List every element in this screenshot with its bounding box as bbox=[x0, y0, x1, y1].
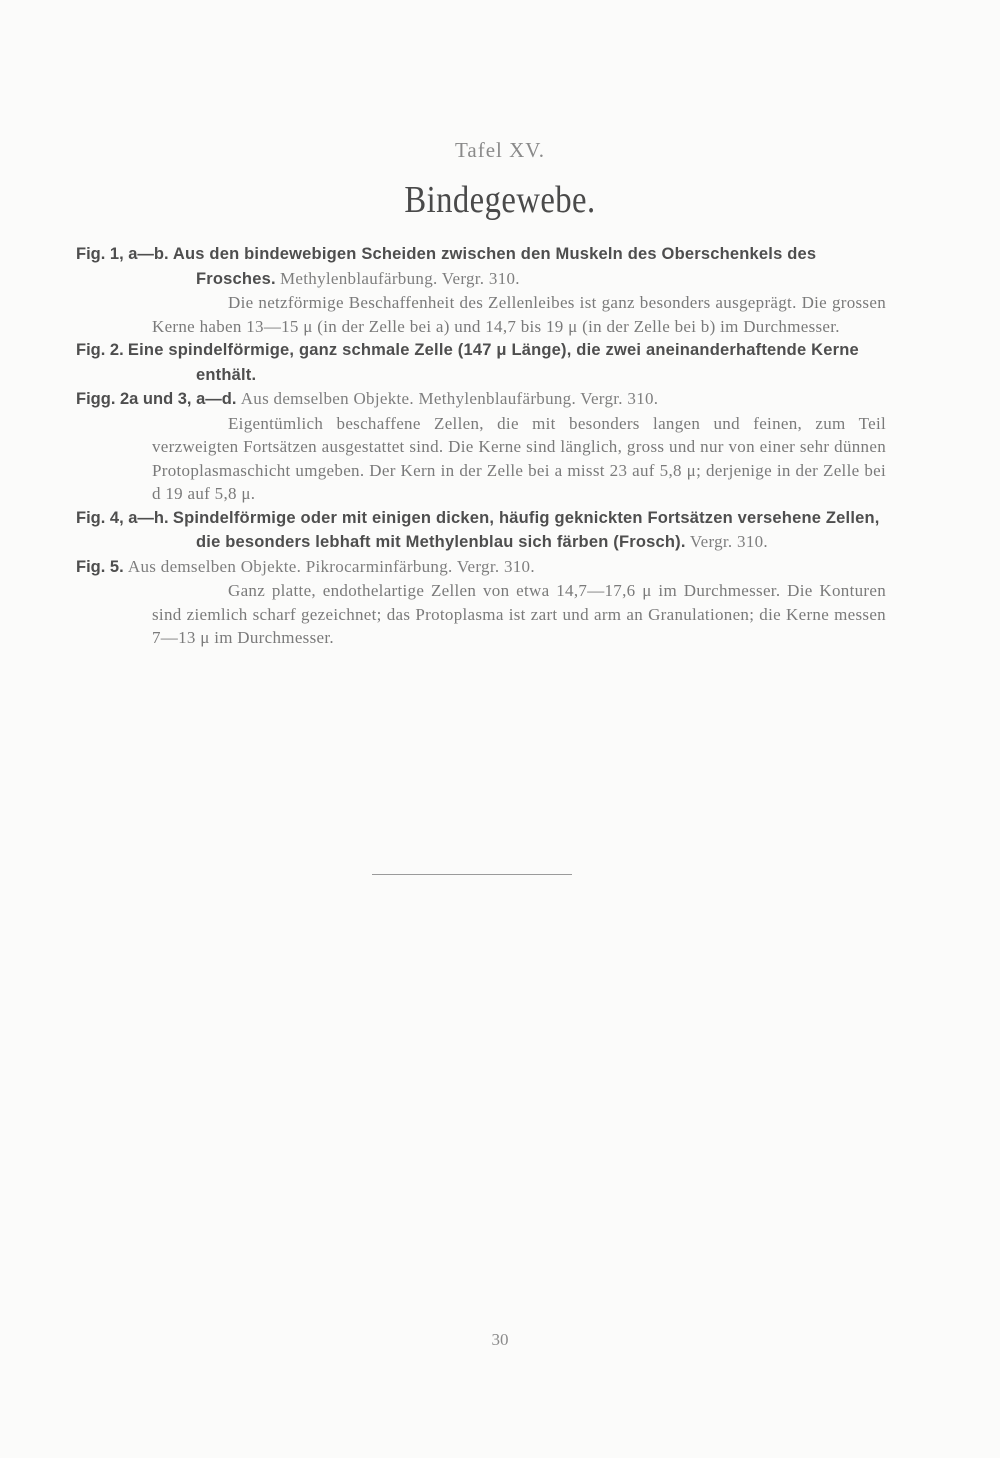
figure-heading bbox=[76, 338, 886, 387]
figure-label: Fig. 5. bbox=[76, 557, 124, 576]
figure-method: Methylenblaufärbung. Vergr. 310. bbox=[280, 268, 520, 288]
figure-description: Ganz platte, endothelartige Zellen von etwa 14,7—17,6 μ im Durchmesser. Die Konturen sind ziemlich scharf gezeichnet; das Protoplasma ist zart und arm an Granulationen; die Kerne messen 7—13 μ im Durchmesser. bbox=[152, 581, 886, 647]
page-title: Bindegewebe. bbox=[404, 179, 596, 221]
figure-title: Eine spindelförmige, ganz schmale Zelle (147 μ Länge), die zwei aneinanderhaftende Kerne enthält. bbox=[127, 341, 859, 384]
plate-number: Tafel XV. bbox=[455, 138, 545, 162]
figure-label: Figg. 2a und 3, a—d. bbox=[76, 390, 237, 408]
figure-label: Fig. 1, a—b. bbox=[76, 245, 169, 263]
figure-description: Eigentümlich beschaffene Zellen, die mit besonders langen und feinen, zum Teil verzweigten Fortsätzen ausgestattet sind. Die Kerne sind länglich, gross und nur von einer sehr dünnen Protoplasmaschicht umgeben. Der Kern in der Zelle bei a misst 23 auf 5,8 μ; derjenige in der Zelle bei d 19 auf 5,8 μ. bbox=[152, 413, 886, 503]
figure-heading bbox=[76, 555, 886, 580]
figure-description: Die netzförmige Beschaffenheit des Zellenleibes ist ganz besonders ausgeprägt. Die grossen Kerne haben 13—15 μ (in der Zelle bei a) und 14,7 bis 19 μ (in der Zelle bei b) im Durchmesser. bbox=[152, 293, 886, 336]
figure-title: Aus den bindewebigen Scheiden zwischen den Muskeln des Oberschenkels des Frosches. bbox=[172, 245, 817, 288]
figure-method: Aus demselben Objekte. Pikrocarminfärbung. Vergr. 310. bbox=[127, 556, 535, 576]
figure-method: Vergr. 310. bbox=[689, 532, 768, 551]
section-divider bbox=[372, 874, 572, 875]
figure-title: Spindelförmige oder mit einigen dicken, häufig geknickten Fortsätzen versehene Zellen, die besonders lebhaft mit Methylenblau sich färben (Frosch). bbox=[172, 508, 880, 551]
figure-heading bbox=[76, 387, 886, 412]
figure-entry bbox=[76, 242, 886, 338]
figure-entry bbox=[76, 555, 886, 650]
figure-list bbox=[76, 242, 886, 650]
figure-entry bbox=[76, 387, 886, 506]
figure-method: Aus demselben Objekte. Methylenblaufärbung. Vergr. 310. bbox=[240, 389, 659, 408]
figure-heading bbox=[76, 506, 886, 555]
figure-label: Fig. 2. bbox=[76, 341, 124, 359]
page-number: 30 bbox=[491, 1330, 509, 1349]
figure-entry bbox=[76, 338, 886, 387]
figure-entry bbox=[76, 506, 886, 555]
figure-label: Fig. 4, a—h. bbox=[76, 508, 169, 527]
figure-heading bbox=[76, 242, 886, 291]
